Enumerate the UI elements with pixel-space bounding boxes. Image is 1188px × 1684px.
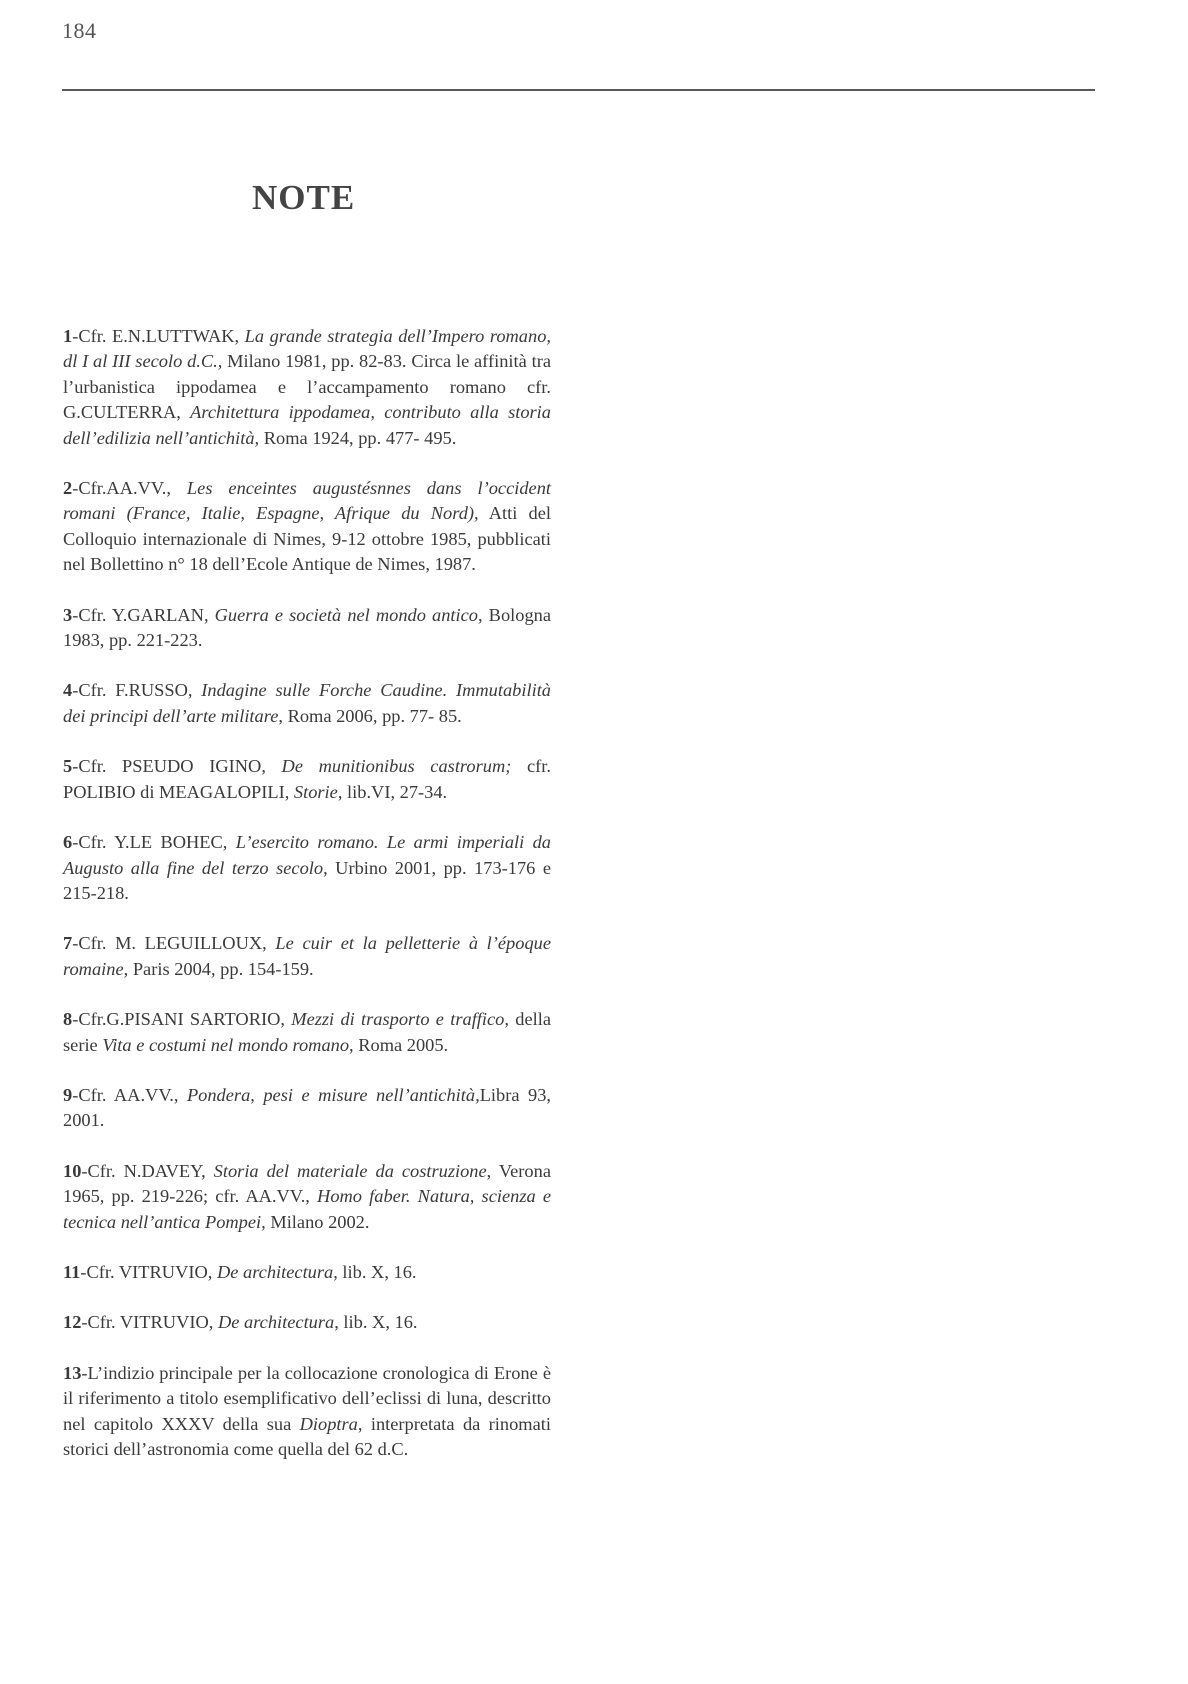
notes-list	[63, 324, 551, 1487]
note-item	[63, 476, 551, 578]
note-item	[63, 1083, 551, 1134]
note-number: 2	[63, 478, 73, 499]
note-title-italic: Dioptra	[299, 1413, 358, 1434]
note-text: Milano 2002.	[265, 1211, 370, 1232]
note-text: , Bologna 1983, pp. 221-223.	[63, 604, 552, 651]
note-title-italic: De architectura	[216, 1261, 334, 1282]
note-text: -Cfr. F.RUSSO,	[72, 680, 202, 701]
note-number: 12	[63, 1312, 82, 1333]
note-text: -Cfr. VITRUVIO,	[81, 1312, 218, 1333]
note-item	[63, 1310, 551, 1335]
note-text: -Cfr. M. LEGUILLOUX,	[72, 933, 276, 954]
note-text: Milano 1981, pp. 82-83. Circa le affinità tra l’urbanistica ippodamea e l’accampamento romano cfr. G.CULTERRA,	[63, 351, 551, 423]
note-number: 6	[63, 832, 73, 853]
note-text: , Urbino 2001, pp. 173-176 e 215-218.	[63, 857, 552, 903]
note-item	[63, 1159, 551, 1235]
note-title-italic: Pondera, pesi e misure nell’antichità,	[186, 1084, 480, 1105]
note-text: , lib. X, 16.	[333, 1261, 417, 1282]
note-title-italic: Le cuir et la pelletterie à l’époque romaine	[63, 933, 552, 979]
note-text: -Cfr. Y.GARLAN,	[72, 604, 215, 625]
note-title-italic: La grande strategia dell’Impero romano, dl I al III secolo d.C.,	[63, 326, 551, 372]
note-text: , interpretata da rinomati storici dell’astronomia come quella del 62 d.C.	[63, 1413, 551, 1459]
note-title-italic: L’esercito romano. Le armi imperiali da Augusto alla fine del terzo secolo	[63, 832, 552, 878]
note-item	[63, 754, 551, 805]
note-number: 8	[63, 1009, 73, 1030]
note-text: , Verona 1965, pp. 219-226; cfr. AA.VV.,	[63, 1160, 551, 1207]
note-item	[63, 324, 551, 451]
note-title-italic: Homo faber. Natura, scienza e tecnica nell’antica Pompei,	[63, 1186, 551, 1232]
note-text: , Roma 2006, pp. 77- 85.	[278, 705, 462, 726]
note-number: 13	[63, 1362, 82, 1383]
header-rule	[62, 89, 1095, 91]
note-number: 5	[63, 756, 73, 777]
note-text: della serie	[63, 1009, 552, 1055]
note-item	[63, 678, 551, 729]
note-title-italic: Vita e costumi nel mondo romano	[102, 1034, 350, 1055]
note-text: , Paris 2004, pp. 154-159.	[123, 958, 314, 979]
note-item	[63, 1007, 551, 1058]
note-title-italic: Les enceintes augustésnnes dans l’occident romani (France, Italie, Espagne, Afrique du Nord),	[63, 478, 551, 524]
note-number: 9	[63, 1084, 73, 1105]
note-text: -Cfr. VITRUVIO,	[80, 1261, 217, 1282]
section-title: NOTE	[252, 178, 356, 217]
note-text: -Cfr.G.PISANI SARTORIO,	[72, 1009, 292, 1030]
note-title-italic: Indagine sulle Forche Caudine. Immutabilità dei principi dell’arte militare	[63, 680, 552, 726]
note-text: -Cfr. Y.LE BOHEC,	[72, 832, 236, 853]
note-title-italic: Architettura ippodamea, contributo alla storia dell’edilizia nell’antichità,	[63, 402, 551, 448]
note-text: -Cfr.AA.VV.,	[72, 478, 187, 499]
note-item	[63, 830, 551, 906]
note-number: 3	[63, 604, 73, 625]
note-number: 10	[63, 1160, 82, 1181]
note-item	[63, 603, 551, 654]
note-text: cfr. POLIBIO di MEAGALOPILI,	[63, 756, 551, 802]
note-text: -Cfr. PSEUDO IGINO,	[72, 756, 282, 777]
note-number: 7	[63, 933, 73, 954]
note-title-italic: Mezzi di trasporto e traffico,	[291, 1009, 509, 1030]
note-title-italic: De munitionibus castrorum;	[281, 756, 512, 777]
note-title-italic: Storie	[293, 781, 338, 802]
note-title-italic: Storia del materiale da costruzione	[213, 1160, 487, 1181]
note-item	[63, 931, 551, 982]
note-text: -L’indizio principale per la collocazione cronologica di Erone è il riferimento a titolo esemplificativo dell’eclissi di luna, descritto nel capitolo XXXV della sua	[63, 1362, 551, 1434]
note-title-italic: De architectura	[217, 1312, 335, 1333]
note-text: Libra 93, 2001.	[63, 1084, 551, 1131]
note-number: 1	[63, 326, 73, 346]
note-text: , Roma 2005.	[349, 1034, 449, 1055]
note-number: 11	[63, 1261, 81, 1282]
note-text: -Cfr. AA.VV.,	[72, 1084, 187, 1105]
note-text: Roma 1924, pp. 477- 495.	[259, 427, 457, 448]
note-text: , lib. X, 16.	[334, 1312, 418, 1333]
note-text: -Cfr. N.DAVEY,	[81, 1160, 214, 1181]
note-text: , lib.VI, 27-34.	[337, 781, 448, 802]
note-item	[63, 1361, 551, 1463]
page-number: 184	[62, 18, 97, 43]
note-item	[63, 1260, 551, 1285]
note-number: 4	[63, 680, 73, 701]
note-title-italic: Guerra e società nel mondo antico	[214, 604, 478, 625]
note-text: -Cfr. E.N.LUTTWAK,	[72, 326, 245, 346]
note-text: Atti del Colloquio internazionale di Nimes, 9-12 ottobre 1985, pubblicati nel Bollettino n° 18 dell’Ecole Antique de Nimes, 1987.	[63, 503, 551, 575]
